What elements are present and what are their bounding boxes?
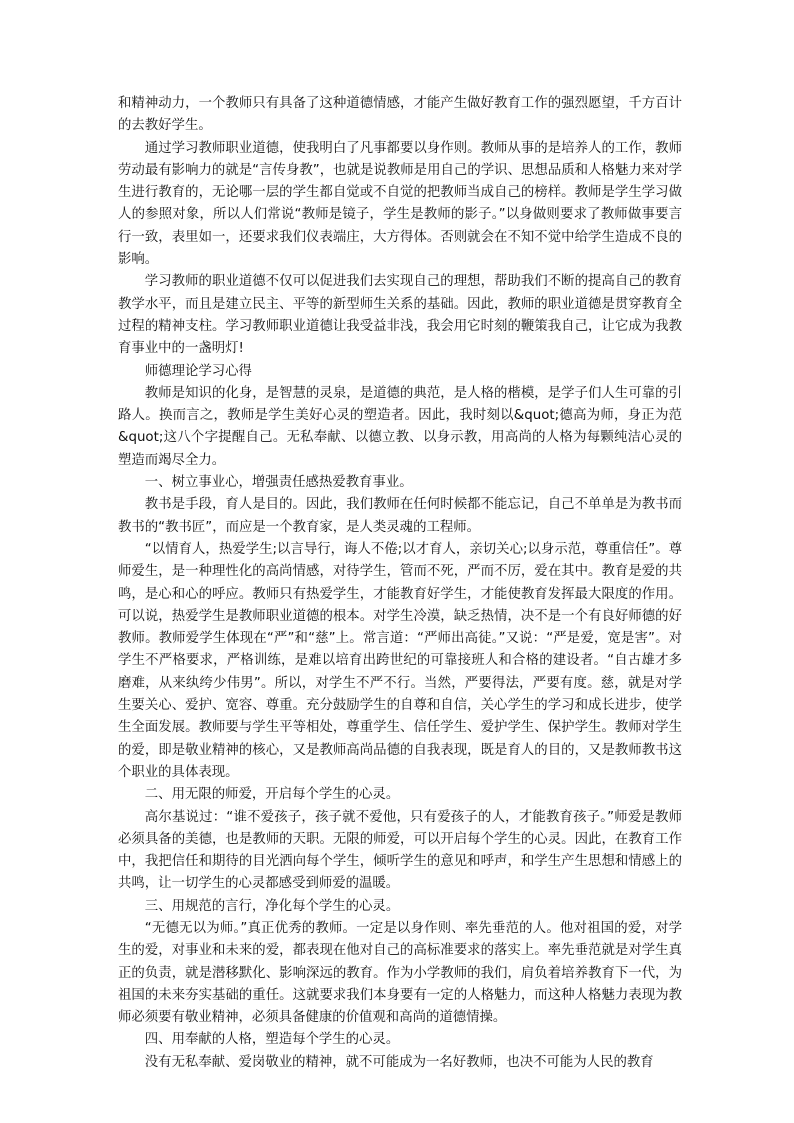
paragraph: 学习教师的职业道德不仅可以促进我们去实现自己的理想，帮助我们不断的提高自己的教育教学水平，而且是建立民主、平等的新型师生关系的基础。因此，教师的职业道德是贯穿教育全过程的精神支柱。学习教师职业道德让我受益非浅，我会用它时刻的鞭策我自己，让它成为我教育事业中的一盏明灯! [118, 274, 682, 357]
section-heading: 二、用无限的师爱，开启每个学生的心灵。 [144, 787, 400, 803]
section-heading: 四、用奉献的人格，塑造每个学生的心灵。 [144, 1032, 400, 1048]
paragraph: 教师是知识的化身，是智慧的灵泉，是道德的典范，是人格的楷模，是学子们人生可靠的引路人。换而言之，教师是学生美好心灵的塑造者。因此，我时刻以&quot;德高为师，身正为范&quot;这八个字提醒自己。无私奉献、以德立教、以身示教，用高尚的人格为每颗纯洁心灵的塑造而竭尽全力。 [118, 385, 682, 468]
section-heading: 三、用规范的言行，净化每个学生的心灵。 [144, 898, 400, 914]
paragraph: 高尔基说过：“谁不爱孩子，孩子就不爱他，只有爱孩子的人，才能教育孩子。”师爱是教师必须具备的美德，也是教师的天职。无限的师爱，可以开启每个学生的心灵。因此，在教育工作中，我把信任和期待的目光洒向每个学生，倾听学生的意见和呼声，和学生产生思想和情感上的共鸣，让一切学生的心灵都感受到师爱的温暖。 [118, 809, 682, 892]
paragraph: 没有无私奉献、爱岗敬业的精神，就不可能成为一名好教师，也决不可能为人民的教育 [144, 1054, 654, 1070]
section-heading: 一、树立事业心，增强责任感热爱教育事业。 [144, 475, 413, 491]
section-heading: 师德理论学习心得 [144, 363, 252, 379]
paragraph: “无德无以为师。”真正优秀的教师。一定是以身作则、率先垂范的人。他对祖国的爱，对学生的爱，对事业和未来的爱，都表现在他对自己的高标准要求的落实上。率先垂范就是对学生真正的负责，就是潜移默化、影响深远的教育。作为小学教师的我们，肩负着培养教育下一代，为祖国的未来夯实基础的重任。这就要求我们本身要有一定的人格魅力，而这种人格魅力表现为教师必须要有敬业精神，必须具备健康的价值观和高尚的道德情操。 [118, 920, 682, 1026]
document-page [118, 93, 682, 1074]
paragraph: 教书是手段，育人是目的。因此，我们教师在任何时候都不能忘记，自己不单单是为教书而教书的“教书匠”，而应是一个教育家，是人类灵魂的工程师。 [118, 497, 682, 535]
paragraph: “以情育人，热爱学生;以言导行，诲人不倦;以才育人，亲切关心;以身示范，尊重信任”。尊师爱生，是一种理性化的高尚情感，对待学生，管而不死，严而不厉，爱在其中。教育是爱的共鸣，是心和心的呼应。教师只有热爱学生，才能教育好学生，才能使教育发挥最大限度的作用。可以说，热爱学生是教师职业道德的根本。对学生冷漠，缺乏热情，决不是一个有良好师德的好教师。教师爱学生体现在“严”和“慈”上。常言道：“严师出高徒。”又说：“严是爱，宽是害”。对学生不严格要求，严格训练，是难以培育出跨世纪的可靠接班人和合格的建设者。“自古雄才多磨难，从来纨绔少伟男”。所以，对学生不严不行。当然，严要得法，严要有度。慈，就是对学生要关心、爱护、宽容、尊重。充分鼓励学生的自尊和自信，关心学生的学习和成长进步，使学生全面发展。教师要与学生平等相处，尊重学生、信任学生、爱护学生、保护学生。教师对学生的爱，即是敬业精神的核心，又是教师高尚品德的自我表现，既是育人的目的，又是教师教书这个职业的具体表现。 [118, 541, 682, 780]
paragraph: 通过学习教师职业道德，使我明白了凡事都要以身作则。教师从事的是培养人的工作，教师劳动最有影响力的就是“言传身教”，也就是说教师是用自己的学识、思想品质和人格魅力来对学生进行教育的，无论哪一层的学生都自觉或不自觉的把教师当成自己的榜样。教师是学生学习做人的参照对象，所以人们常说“教师是镜子，学生是教师的影子。”以身做则要求了教师做事要言行一致，表里如一，还要求我们仪表端庄，大方得体。否则就会在不知不觉中给学生造成不良的影响。 [118, 140, 682, 268]
paragraph: 和精神动力，一个教师只有具备了这种道德情感，才能产生做好教育工作的强烈愿望，千方百计的去教好学生。 [118, 96, 682, 134]
